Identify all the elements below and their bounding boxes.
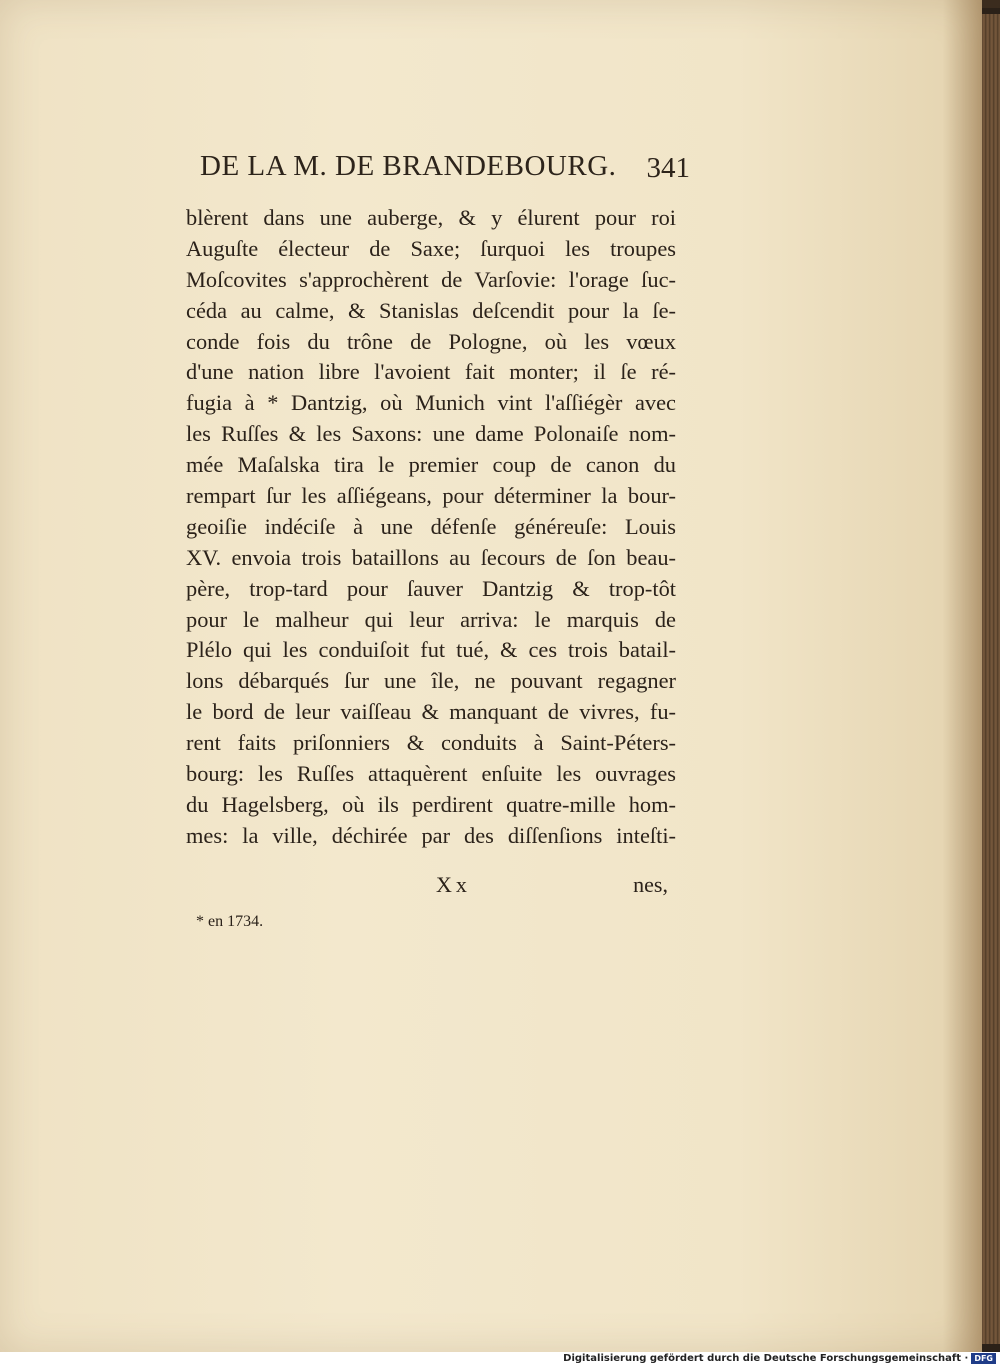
text-line: mes: la ville, déchirée par des diſſenſions inteſti- [186,822,676,848]
signature-line [186,872,676,902]
text-line: du Hagelsberg, où ils perdirent quatre-mille hom- [186,791,676,817]
page-number: 341 [646,152,690,184]
text-line: rent faits priſonniers & conduits à Saint-Péters- [186,730,676,756]
text-line: mée Maſalska tira le premier coup de canon du [186,452,676,478]
text-line: geoiſie indéciſe à une défenſe généreuſe: Louis [186,513,676,539]
page-header [200,150,690,194]
signature-mark: Xx [436,872,471,897]
text-line: blèrent dans une auberge, & y élurent pour roi [186,205,676,230]
text-line: Auguſte électeur de Saxe; ſurquoi les troupes [186,235,676,261]
text-line: fugia à * Dantzig, où Munich vint l'aſſiégèr avec [186,390,676,416]
text-line: les Ruſſes & les Saxons: une dame Polonaiſe nom- [186,421,676,447]
text-line: d'une nation libre l'avoient fait monter; il ſe ré- [186,359,676,385]
text-line: Moſcovites s'approchèrent de Varſovie: l'orage ſuc- [186,266,676,292]
text-line: le bord de leur vaiſſeau & manquant de vivres, fu- [186,699,676,725]
text-line: Plélo qui les conduiſoit fut tué, & ces trois batail- [186,637,676,663]
text-line: bourg: les Ruſſes attaquèrent enſuite les ouvrages [186,761,676,787]
footnote: * en 1734. [196,913,264,930]
credit-bar [0,1352,1000,1366]
digitization-credit [563,1352,996,1366]
text-line: rempart ſur les aſſiégeans, pour déterminer la bour- [186,483,676,509]
catchword: nes, [633,872,668,897]
text-line: pour le malheur qui leur arriva: le marquis de [186,606,676,632]
credit-text: Digitalisierung gefördert durch die Deutsche Forschungsgemeinschaft · [563,1353,969,1364]
text-line: céda au calme, & Stanislas deſcendit pour la ſe- [186,297,676,323]
dfg-logo-icon: DFG [971,1353,996,1364]
text-line: XV. envoia trois bataillons au ſecours de ſon beau- [186,544,676,570]
text-line: père, trop-tard pour ſauver Dantzig & trop-tôt [186,575,676,601]
body-text [186,203,676,852]
running-title: DE LA M. DE BRANDEBOURG. [200,150,617,182]
page-stack-edge [982,14,1000,1344]
text-line: conde fois du trône de Pologne, où les vœux [186,328,676,354]
text-line: lons débarqués ſur une île, ne pouvant regagner [186,668,676,694]
